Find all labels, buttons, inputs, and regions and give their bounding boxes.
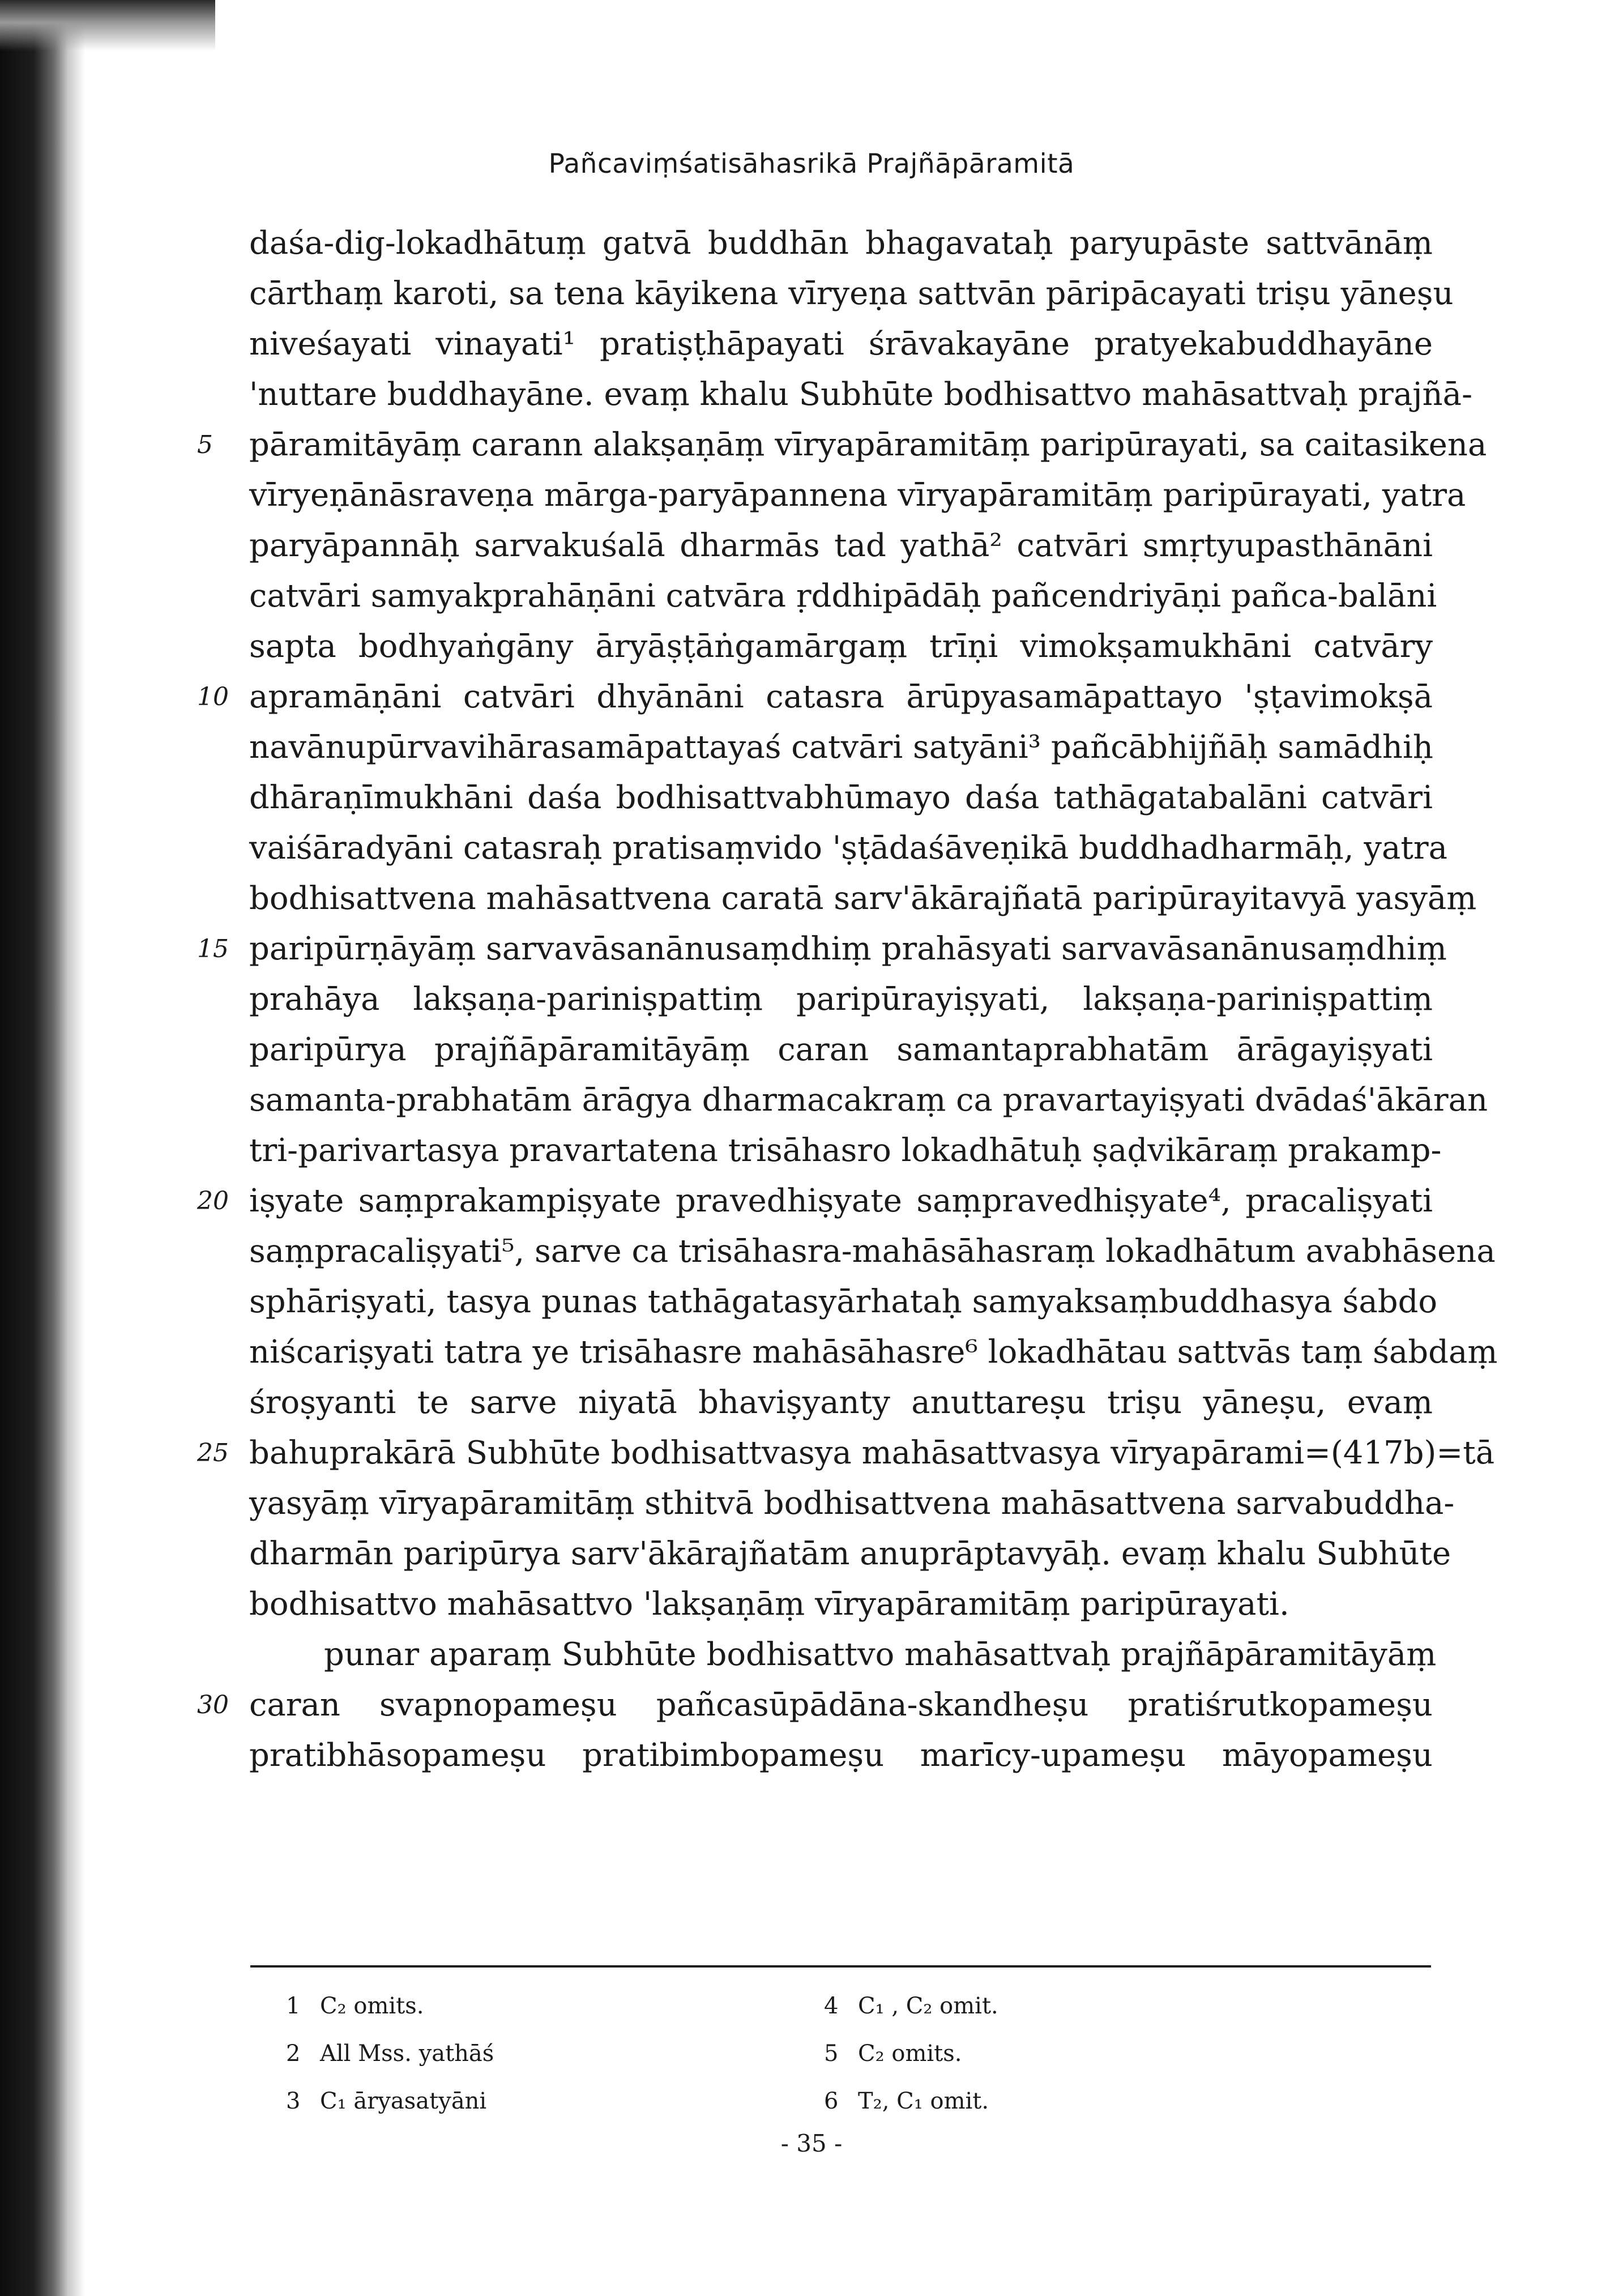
line-text: paryāpannāḥ sarvakuśalā dharmās tad yathā² catvāri smṛtyupasthānāni xyxy=(249,527,1433,564)
line-text: punar aparaṃ Subhūte bodhisattvo mahāsattvaḥ prajñāpāramitāyāṃ xyxy=(324,1636,1437,1673)
text-line xyxy=(197,1428,1495,1478)
text-line xyxy=(249,1125,1442,1176)
footnote xyxy=(824,2030,962,2077)
line-text: paripūrṇāyāṃ sarvavāsanānusaṃdhiṃ prahāsyati sarvavāsanānusaṃdhiṃ xyxy=(249,931,1447,967)
scan-corner-shadow xyxy=(0,0,215,51)
footnote xyxy=(824,1982,998,2030)
text-line xyxy=(249,1075,1488,1125)
line-text: paripūrya prajñāpāramitāyāṃ caran samantaprabhatām ārāgayiṣyati xyxy=(249,1031,1433,1068)
footnote-number: 4 xyxy=(824,1993,839,2019)
line-text: navānupūrvavihārasamāpattayaś catvāri satyāni³ pañcābhijñāḥ samādhiḥ xyxy=(249,729,1433,766)
text-line xyxy=(249,1277,1438,1327)
text-line xyxy=(249,773,1433,823)
text-line xyxy=(249,1478,1455,1529)
footnote-text: C₂ omits. xyxy=(320,1993,424,2019)
text-line xyxy=(197,1680,1433,1730)
line-text: vīryeṇānāsraveṇa mārga-paryāpannena vīryapāramitāṃ paripūrayati, yatra xyxy=(249,477,1466,514)
running-header: Pañcaviṃśatisāhasrikā Prajñāpāramitā xyxy=(548,148,1075,180)
line-text: saṃpracaliṣyati⁵, sarve ca trisāhasra-mahāsāhasraṃ lokadhātum avabhāsena xyxy=(249,1233,1496,1270)
text-line xyxy=(249,1327,1498,1377)
text-line xyxy=(249,722,1433,773)
text-line xyxy=(249,369,1472,420)
body-text xyxy=(197,218,1498,1781)
footnote-divider xyxy=(250,1965,1431,1968)
text-line xyxy=(249,319,1433,369)
text-line xyxy=(249,571,1437,621)
line-text: niścariṣyati tatra ye trisāhasre mahāsāhasre⁶ lokadhātau sattvās taṃ śabdaṃ xyxy=(249,1334,1498,1371)
line-text: cārthaṃ karoti, sa tena kāyikena vīryeṇa sattvān pāripācayati triṣu yāneṣu xyxy=(249,275,1454,312)
text-line xyxy=(249,1025,1433,1075)
text-line xyxy=(197,672,1433,722)
line-text: bodhisattvo mahāsattvo 'lakṣaṇāṃ vīryapāramitāṃ paripūrayati. xyxy=(249,1586,1289,1623)
text-line xyxy=(249,873,1477,924)
footnote-text: All Mss. yathāś xyxy=(320,2041,494,2067)
footnote xyxy=(286,2030,494,2077)
text-line xyxy=(249,823,1448,873)
line-text: vaiśāradyāni catasraḥ pratisaṃvido 'ṣṭādaśāveṇikā buddhadharmāḥ, yatra xyxy=(249,830,1448,867)
text-line xyxy=(249,974,1433,1025)
line-text: yasyāṃ vīryapāramitāṃ sthitvā bodhisattvena mahāsattvena sarvabuddha- xyxy=(249,1485,1455,1522)
line-text: apramāṇāni catvāri dhyānāni catasra ārūpyasamāpattayo 'ṣṭavimokṣā xyxy=(249,678,1433,715)
line-number: 15 xyxy=(197,934,229,963)
line-text: daśa-dig-lokadhātuṃ gatvā buddhān bhagavataḥ paryupāste sattvānāṃ xyxy=(249,225,1433,262)
footnote-text: C₂ omits. xyxy=(858,2041,962,2067)
text-line xyxy=(249,1629,1437,1680)
footnote-number: 6 xyxy=(824,2088,839,2114)
line-text: dhāraṇīmukhāni daśa bodhisattvabhūmayo daśa tathāgatabalāni catvāri xyxy=(249,779,1433,816)
line-number: 10 xyxy=(197,682,229,711)
text-line xyxy=(249,1730,1433,1781)
line-text: sphāriṣyati, tasya punas tathāgatasyārhataḥ samyaksaṃbuddhasya śabdo xyxy=(249,1283,1438,1320)
text-line xyxy=(197,420,1487,470)
footnote-row xyxy=(286,2030,1249,2077)
line-text: pratibhāsopameṣu pratibimbopameṣu marīcy-upameṣu māyopameṣu xyxy=(249,1737,1433,1774)
footnote-number: 5 xyxy=(824,2041,839,2067)
text-line xyxy=(197,1176,1433,1226)
text-line xyxy=(249,1377,1433,1428)
text-line xyxy=(249,520,1433,571)
text-line xyxy=(249,218,1433,268)
text-line xyxy=(249,1579,1433,1629)
footnote-text: C₁ , C₂ omit. xyxy=(858,1993,998,2019)
line-text: caran svapnopameṣu pañcasūpādāna-skandheṣu pratiśrutkopameṣu xyxy=(249,1687,1433,1723)
page-number: - 35 - xyxy=(780,2129,843,2157)
line-text: catvāri samyakprahāṇāni catvāra ṛddhipādāḥ pañcendriyāṇi pañca-balāni xyxy=(249,578,1437,614)
line-text: tri-parivartasya pravartatena trisāhasro lokadhātuḥ ṣaḍvikāraṃ prakamp- xyxy=(249,1132,1442,1169)
line-text: śroṣyanti te sarve niyatā bhaviṣyanty anuttareṣu triṣu yāneṣu, evaṃ xyxy=(249,1384,1433,1421)
footnote xyxy=(286,2077,486,2125)
line-number: 30 xyxy=(197,1691,229,1719)
line-number: 25 xyxy=(197,1439,229,1467)
line-text: niveśayati vinayati¹ pratiṣṭhāpayati śrāvakayāne pratyekabuddhayāne xyxy=(249,326,1433,362)
footnote xyxy=(286,1982,424,2030)
text-line xyxy=(249,470,1466,520)
footnote-row xyxy=(286,1982,1249,2030)
footnote-text: C₁ āryasatyāni xyxy=(320,2088,487,2114)
line-text: bodhisattvena mahāsattvena caratā sarv'ākārajñatā paripūrayitavyā yasyāṃ xyxy=(249,880,1477,917)
footnote-number: 1 xyxy=(286,1993,301,2019)
line-text: sapta bodhyaṅgāny āryāṣṭāṅgamārgaṃ trīṇi vimokṣamukhāni catvāry xyxy=(249,628,1433,665)
text-line xyxy=(249,268,1454,319)
line-text: bahuprakārā Subhūte bodhisattvasya mahāsattvasya vīryapārami=(417b)=tā xyxy=(249,1435,1495,1471)
line-number: 20 xyxy=(197,1187,229,1215)
line-number: 5 xyxy=(197,430,213,459)
text-line xyxy=(249,1529,1451,1579)
text-line xyxy=(249,1226,1496,1277)
line-text: 'nuttare buddhayāne. evaṃ khalu Subhūte bodhisattvo mahāsattvaḥ prajñā- xyxy=(249,376,1472,413)
text-line xyxy=(249,621,1433,672)
text-line xyxy=(197,924,1447,974)
scan-binding-shadow xyxy=(0,0,85,2296)
footnote-number: 2 xyxy=(286,2041,301,2067)
line-text: iṣyate saṃprakampiṣyate pravedhiṣyate saṃpravedhiṣyate⁴, pracaliṣyati xyxy=(249,1183,1433,1219)
footnote-number: 3 xyxy=(286,2088,301,2114)
footnote-row xyxy=(286,2077,1249,2125)
line-text: dharmān paripūrya sarv'ākārajñatām anuprāptavyāḥ. evaṃ khalu Subhūte xyxy=(249,1535,1451,1572)
footnote xyxy=(824,2077,989,2125)
line-text: prahāya lakṣaṇa-pariniṣpattiṃ paripūrayiṣyati, lakṣaṇa-pariniṣpattiṃ xyxy=(249,981,1433,1018)
line-text: samanta-prabhatām ārāgya dharmacakraṃ ca pravartayiṣyati dvādaś'ākāran xyxy=(249,1082,1488,1119)
line-text: pāramitāyāṃ carann alakṣaṇāṃ vīryapāramitāṃ paripūrayati, sa caitasikena xyxy=(249,426,1487,463)
footnotes xyxy=(286,1982,1249,2125)
footnote-text: T₂, C₁ omit. xyxy=(858,2088,989,2114)
